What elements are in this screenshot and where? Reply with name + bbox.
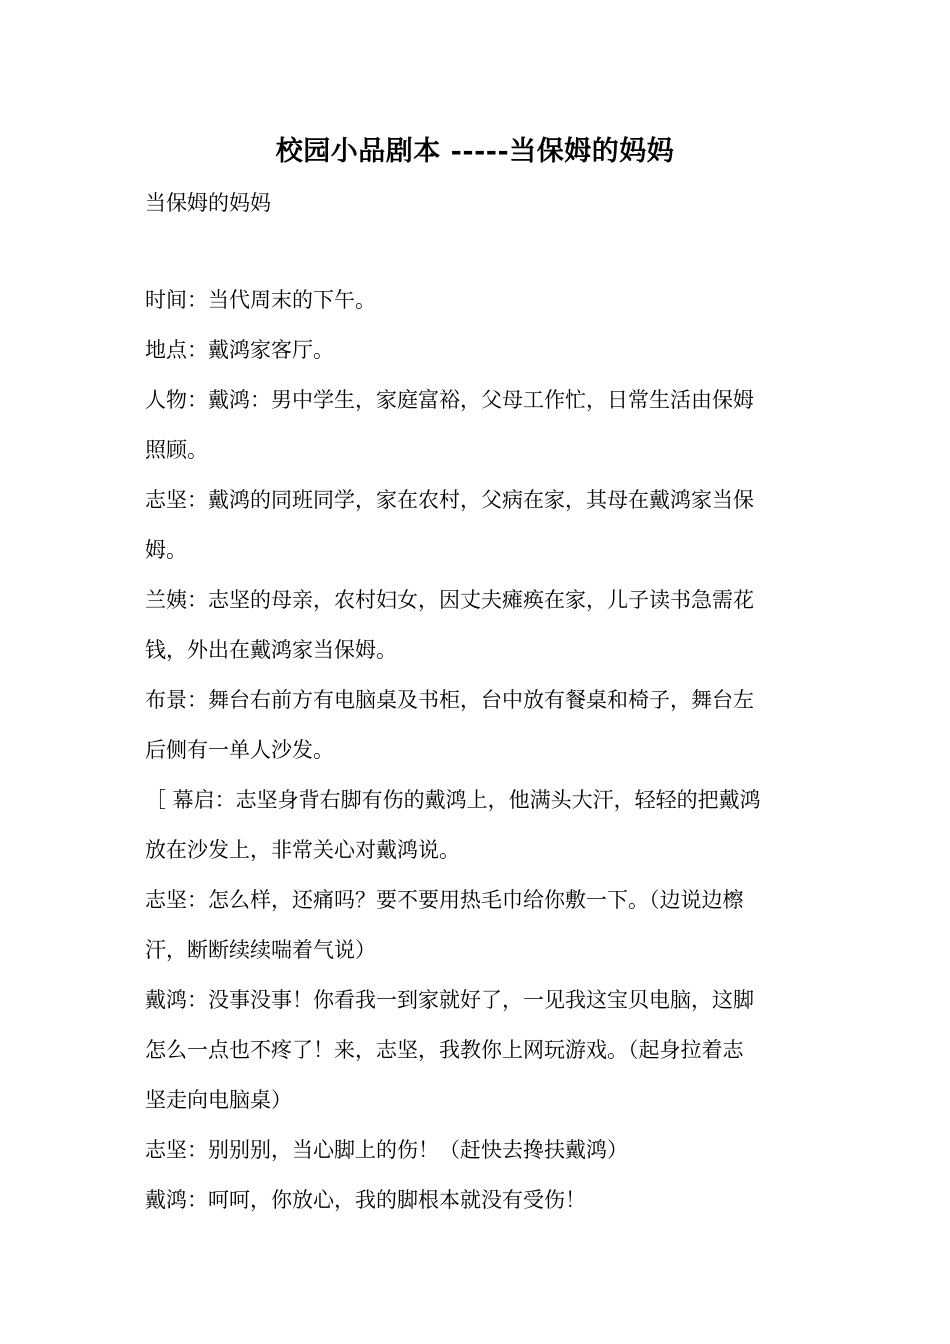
document-title: 校园小品剧本 -----当保姆的妈妈 bbox=[275, 136, 675, 167]
text-line: 放在沙发上，非常关心对戴鸿说。 bbox=[145, 838, 460, 862]
text-line: 时间：当代周末的下午。 bbox=[145, 288, 376, 312]
text-line: 后侧有一单人沙发。 bbox=[145, 738, 334, 762]
text-line: 坚走向电脑桌） bbox=[145, 1088, 292, 1112]
text-line: 戴鸿：没事没事！你看我一到家就好了，一见我这宝贝电脑，这脚 bbox=[145, 988, 754, 1012]
text-line: 汗，断断续续喘着气说） bbox=[145, 938, 376, 962]
text-line: ［ 幕启：志坚身背右脚有伤的戴鸿上，他满头大汗，轻轻的把戴鸿 bbox=[145, 788, 761, 812]
text-line: 布景：舞台右前方有电脑桌及书柜，台中放有餐桌和椅子，舞台左 bbox=[145, 688, 754, 712]
text-line: 志坚：戴鸿的同班同学，家在农村，父病在家，其母在戴鸿家当保 bbox=[145, 488, 754, 512]
text-line: 兰姨：志坚的母亲，农村妇女，因丈夫瘫痪在家，儿子读书急需花 bbox=[145, 588, 754, 612]
text-line: 地点：戴鸿家客厅。 bbox=[145, 338, 334, 362]
text-line: 志坚：怎么样，还痛吗？要不要用热毛巾给你敷一下。（边说边檫 bbox=[145, 888, 744, 912]
document-subtitle: 当保姆的妈妈 bbox=[145, 191, 271, 215]
script-body bbox=[145, 275, 810, 1225]
text-line: 怎么一点也不疼了！来，志坚，我教你上网玩游戏。（起身拉着志 bbox=[145, 1038, 744, 1062]
text-line: 照顾。 bbox=[145, 438, 208, 462]
text-line: 戴鸿：呵呵，你放心，我的脚根本就没有受伤！ bbox=[145, 1188, 586, 1212]
text-line: 志坚：别别别，当心脚上的伤！（赶快去搀扶戴鸿） bbox=[145, 1138, 628, 1162]
text-line: 人物：戴鸿：男中学生，家庭富裕，父母工作忙，日常生活由保姆 bbox=[145, 388, 754, 412]
text-line: 姆。 bbox=[145, 538, 187, 562]
text-line: 钱，外出在戴鸿家当保姆。 bbox=[145, 638, 397, 662]
